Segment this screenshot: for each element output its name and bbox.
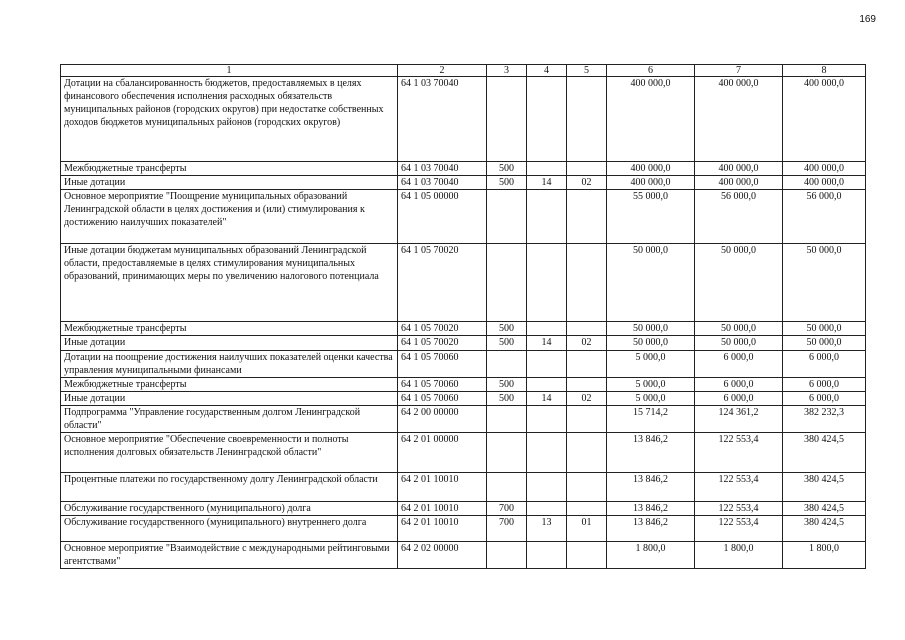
row-code: 64 2 01 10010	[398, 473, 487, 502]
row-expense-type: 700	[487, 516, 527, 542]
row-name: Основное мероприятие "Обеспечение своевременности и полноты исполнения долговых обязательств Ленинградской области"	[61, 433, 398, 473]
row-amount-col7: 1 800,0	[695, 542, 783, 569]
row-amount-col8: 380 424,5	[783, 516, 866, 542]
row-expense-type	[487, 77, 527, 162]
row-name: Дотации на поощрение достижения наилучших показателей оценки качества управления муниципальными финансами	[61, 351, 398, 378]
row-amount-col6: 50 000,0	[607, 322, 695, 336]
row-amount-col8: 6 000,0	[783, 351, 866, 378]
table-row	[61, 77, 866, 162]
row-amount-col7: 122 553,4	[695, 433, 783, 473]
row-amount-col6: 5 000,0	[607, 351, 695, 378]
table-row	[61, 502, 866, 516]
row-section	[527, 351, 567, 378]
table-row	[61, 162, 866, 176]
row-code: 64 1 05 70020	[398, 322, 487, 336]
row-amount-col7: 122 553,4	[695, 473, 783, 502]
row-section	[527, 322, 567, 336]
row-code: 64 1 05 70060	[398, 392, 487, 406]
table-row	[61, 392, 866, 406]
row-amount-col6: 13 846,2	[607, 516, 695, 542]
row-amount-col8: 380 424,5	[783, 473, 866, 502]
row-name: Основное мероприятие "Поощрение муниципальных образований Ленинградской области в целях достижения и (или) стимулирования к достижению наилучших показателей"	[61, 190, 398, 244]
row-amount-col6: 15 714,2	[607, 406, 695, 433]
row-name: Межбюджетные трансферты	[61, 378, 398, 392]
row-expense-type: 500	[487, 392, 527, 406]
row-amount-col8: 56 000,0	[783, 190, 866, 244]
column-header: 4	[527, 65, 567, 77]
row-expense-type	[487, 244, 527, 322]
row-amount-col7: 56 000,0	[695, 190, 783, 244]
row-name: Дотации на сбалансированность бюджетов, предоставляемых в целях финансового обеспечения исполнения расходных обязательств муниципальных районов (городских округов) при недостатке собственных доходов бюджетов муниципальных районов (городских округов)	[61, 77, 398, 162]
row-amount-col6: 5 000,0	[607, 378, 695, 392]
row-name: Процентные платежи по государственному долгу Ленинградской области	[61, 473, 398, 502]
row-subsection	[567, 502, 607, 516]
row-section	[527, 406, 567, 433]
column-header: 3	[487, 65, 527, 77]
row-amount-col8: 50 000,0	[783, 322, 866, 336]
table-row	[61, 351, 866, 378]
row-expense-type	[487, 433, 527, 473]
row-section	[527, 190, 567, 244]
row-amount-col7: 50 000,0	[695, 336, 783, 351]
row-section	[527, 162, 567, 176]
row-code: 64 1 03 70040	[398, 77, 487, 162]
column-header: 5	[567, 65, 607, 77]
row-subsection	[567, 322, 607, 336]
row-name: Межбюджетные трансферты	[61, 162, 398, 176]
row-expense-type: 500	[487, 378, 527, 392]
row-code: 64 1 03 70040	[398, 162, 487, 176]
row-amount-col7: 124 361,2	[695, 406, 783, 433]
row-amount-col6: 13 846,2	[607, 473, 695, 502]
row-name: Подпрограмма "Управление государственным долгом Ленинградской области"	[61, 406, 398, 433]
row-subsection	[567, 162, 607, 176]
table-row	[61, 433, 866, 473]
row-amount-col8: 50 000,0	[783, 336, 866, 351]
row-amount-col7: 122 553,4	[695, 516, 783, 542]
row-amount-col7: 6 000,0	[695, 392, 783, 406]
row-amount-col8: 400 000,0	[783, 162, 866, 176]
row-amount-col7: 400 000,0	[695, 162, 783, 176]
table-row	[61, 176, 866, 190]
row-subsection	[567, 77, 607, 162]
row-subsection	[567, 542, 607, 569]
row-amount-col6: 55 000,0	[607, 190, 695, 244]
row-code: 64 2 01 00000	[398, 433, 487, 473]
row-subsection: 02	[567, 336, 607, 351]
row-amount-col7: 50 000,0	[695, 322, 783, 336]
table-row	[61, 473, 866, 502]
row-amount-col8: 380 424,5	[783, 502, 866, 516]
row-section	[527, 77, 567, 162]
row-amount-col8: 400 000,0	[783, 176, 866, 190]
row-amount-col6: 400 000,0	[607, 176, 695, 190]
row-name: Обслуживание государственного (муниципального) внутреннего долга	[61, 516, 398, 542]
row-code: 64 1 05 70060	[398, 351, 487, 378]
row-subsection	[567, 351, 607, 378]
table-row	[61, 244, 866, 322]
row-amount-col8: 1 800,0	[783, 542, 866, 569]
row-amount-col6: 400 000,0	[607, 77, 695, 162]
row-amount-col7: 6 000,0	[695, 351, 783, 378]
page-number: 169	[859, 14, 876, 25]
row-amount-col8: 380 424,5	[783, 433, 866, 473]
row-name: Межбюджетные трансферты	[61, 322, 398, 336]
row-subsection	[567, 433, 607, 473]
row-section	[527, 473, 567, 502]
row-expense-type: 500	[487, 322, 527, 336]
row-name: Иные дотации	[61, 176, 398, 190]
row-name: Иные дотации	[61, 336, 398, 351]
table-row	[61, 516, 866, 542]
table-row	[61, 406, 866, 433]
column-header: 2	[398, 65, 487, 77]
row-subsection	[567, 190, 607, 244]
row-amount-col8: 382 232,3	[783, 406, 866, 433]
row-subsection	[567, 244, 607, 322]
row-code: 64 1 05 70060	[398, 378, 487, 392]
row-subsection	[567, 406, 607, 433]
row-section: 14	[527, 336, 567, 351]
row-code: 64 2 02 00000	[398, 542, 487, 569]
row-section	[527, 502, 567, 516]
row-name: Иные дотации	[61, 392, 398, 406]
row-amount-col8: 6 000,0	[783, 378, 866, 392]
row-expense-type	[487, 351, 527, 378]
row-expense-type: 700	[487, 502, 527, 516]
table-row	[61, 378, 866, 392]
table-row	[61, 336, 866, 351]
row-section: 13	[527, 516, 567, 542]
budget-table	[60, 64, 866, 569]
column-header: 1	[61, 65, 398, 77]
row-code: 64 2 01 10010	[398, 516, 487, 542]
table-row	[61, 322, 866, 336]
row-amount-col8: 6 000,0	[783, 392, 866, 406]
row-expense-type: 500	[487, 176, 527, 190]
row-code: 64 2 01 10010	[398, 502, 487, 516]
row-amount-col7: 122 553,4	[695, 502, 783, 516]
row-expense-type: 500	[487, 162, 527, 176]
row-section	[527, 542, 567, 569]
row-amount-col6: 13 846,2	[607, 502, 695, 516]
row-code: 64 1 03 70040	[398, 176, 487, 190]
row-expense-type	[487, 190, 527, 244]
row-section: 14	[527, 176, 567, 190]
row-section: 14	[527, 392, 567, 406]
row-code: 64 2 00 00000	[398, 406, 487, 433]
row-amount-col7: 400 000,0	[695, 176, 783, 190]
header-row	[61, 65, 866, 77]
row-code: 64 1 05 00000	[398, 190, 487, 244]
row-amount-col7: 6 000,0	[695, 378, 783, 392]
row-expense-type	[487, 406, 527, 433]
row-amount-col6: 1 800,0	[607, 542, 695, 569]
row-subsection	[567, 378, 607, 392]
row-name: Обслуживание государственного (муниципального) долга	[61, 502, 398, 516]
row-amount-col6: 13 846,2	[607, 433, 695, 473]
row-expense-type	[487, 473, 527, 502]
row-amount-col6: 400 000,0	[607, 162, 695, 176]
column-header: 8	[783, 65, 866, 77]
table-row	[61, 542, 866, 569]
row-amount-col6: 5 000,0	[607, 392, 695, 406]
row-amount-col8: 400 000,0	[783, 77, 866, 162]
row-subsection: 01	[567, 516, 607, 542]
row-expense-type: 500	[487, 336, 527, 351]
row-name: Основное мероприятие "Взаимодействие с международными рейтинговыми агентствами"	[61, 542, 398, 569]
row-section	[527, 244, 567, 322]
row-amount-col7: 400 000,0	[695, 77, 783, 162]
column-header: 7	[695, 65, 783, 77]
table-row	[61, 190, 866, 244]
row-amount-col8: 50 000,0	[783, 244, 866, 322]
row-amount-col6: 50 000,0	[607, 336, 695, 351]
row-code: 64 1 05 70020	[398, 244, 487, 322]
row-subsection	[567, 473, 607, 502]
row-section	[527, 378, 567, 392]
row-expense-type	[487, 542, 527, 569]
column-header: 6	[607, 65, 695, 77]
row-amount-col7: 50 000,0	[695, 244, 783, 322]
row-code: 64 1 05 70020	[398, 336, 487, 351]
row-section	[527, 433, 567, 473]
row-subsection: 02	[567, 176, 607, 190]
row-name: Иные дотации бюджетам муниципальных образований Ленинградской области, предоставляемые в целях стимулирования муниципальных образований, принимающих меры по увеличению налогового потенциала	[61, 244, 398, 322]
row-subsection: 02	[567, 392, 607, 406]
row-amount-col6: 50 000,0	[607, 244, 695, 322]
